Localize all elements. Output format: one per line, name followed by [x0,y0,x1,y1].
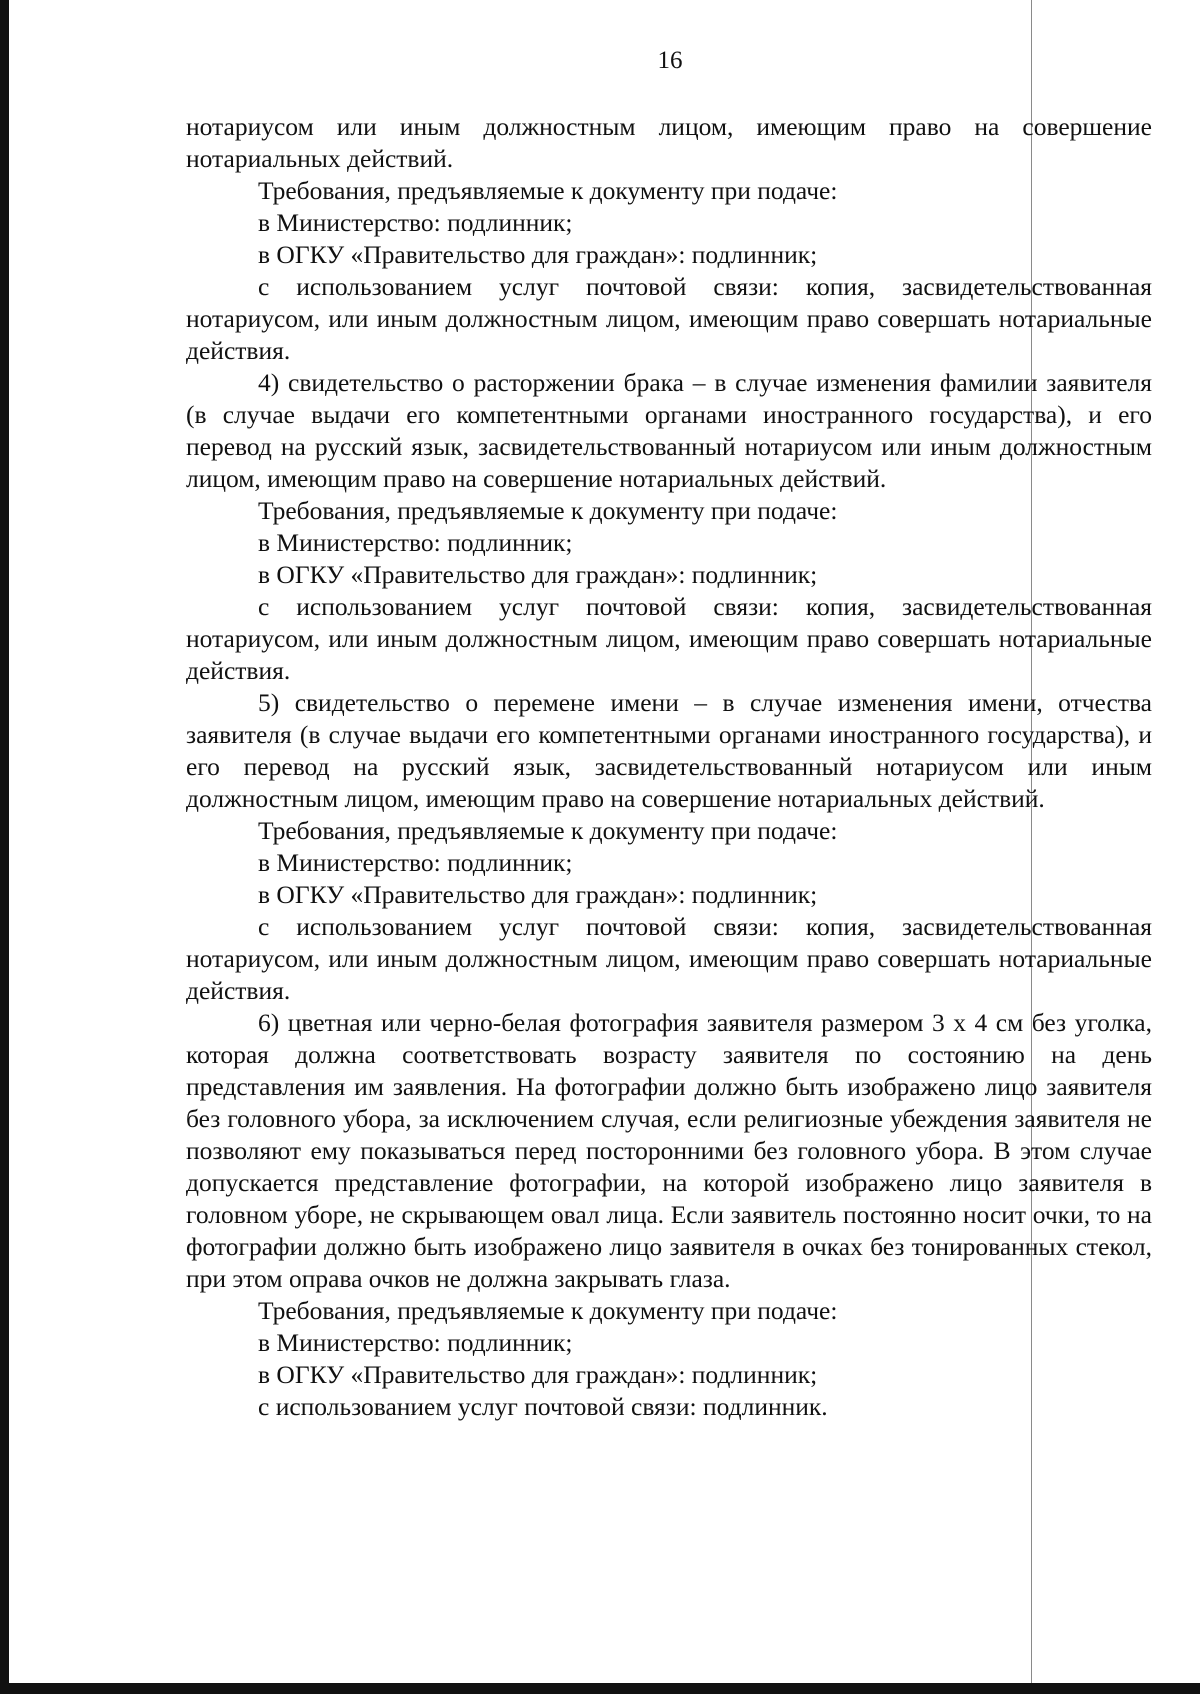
paragraph: 6) цветная или черно-белая фотография заявителя размером 3 x 4 см без уголка, которая должна соответствовать возрасту заявителя по состоянию на день представления им заявления. На фотографии должно быть изображено лицо заявителя без головного убора, за исключением случая, если религиозные убеждения заявителя не позволяют ему показываться перед посторонними без головного убора. В этом случае допускается представление фотографии, на которой изображено лицо заявителя в головном уборе, не скрывающем овал лица. Если заявитель постоянно носит очки, то на фотографии должно быть изображено лицо заявителя в очках без тонированных стекол, при этом оправа очков не должна закрывать глаза. [186,1008,1152,1293]
paragraph: в Министерство: подлинник; [258,1328,573,1357]
paragraph: Требования, предъявляемые к документу при подаче: [258,816,838,845]
paragraph: с использованием услуг почтовой связи: копия, засвидетельствованная нотариусом, или иным должностным лицом, имеющим право совершать нотариальные действия. [186,272,1152,365]
paragraph: в ОГКУ «Правительство для граждан»: подлинник; [258,1360,818,1389]
paragraph: в Министерство: подлинник; [258,528,573,557]
page-number: 16 [657,47,683,74]
scan-border-left [0,0,9,1694]
paragraph: 5) свидетельство о перемене имени – в случае изменения имени, отчества заявителя (в случае выдачи его компетентными органами иностранного государства), и его перевод на русский язык, засвидетельствованный нотариусом или иным должностным лицом, имеющим право на совершение нотариальных действий. [186,688,1152,813]
paragraph: 4) свидетельство о расторжении брака – в случае изменения фамилии заявителя (в случае выдачи его компетентными органами иностранного государства), и его перевод на русский язык, засвидетельствованный нотариусом или иным должностным лицом, имеющим право на совершение нотариальных действий. [186,368,1152,493]
paragraph: Требования, предъявляемые к документу при подаче: [258,176,838,205]
paragraph: в Министерство: подлинник; [258,208,573,237]
scan-border-bottom [0,1683,1200,1694]
paragraph: с использованием услуг почтовой связи: подлинник. [258,1392,828,1421]
paragraph: с использованием услуг почтовой связи: копия, засвидетельствованная нотариусом, или иным должностным лицом, имеющим право совершать нотариальные действия. [186,912,1152,1005]
paragraph: нотариусом или иным должностным лицом, имеющим право на совершение нотариальных действий. [186,112,1152,173]
paragraph: с использованием услуг почтовой связи: копия, засвидетельствованная нотариусом, или иным должностным лицом, имеющим право совершать нотариальные действия. [186,592,1152,685]
document-body [186,111,1152,1423]
paragraph: Требования, предъявляемые к документу при подаче: [258,496,838,525]
paragraph: Требования, предъявляемые к документу при подаче: [258,1296,838,1325]
paragraph: в ОГКУ «Правительство для граждан»: подлинник; [258,560,818,589]
paragraph: в ОГКУ «Правительство для граждан»: подлинник; [258,240,818,269]
paragraph: в ОГКУ «Правительство для граждан»: подлинник; [258,880,818,909]
paragraph: в Министерство: подлинник; [258,848,573,877]
